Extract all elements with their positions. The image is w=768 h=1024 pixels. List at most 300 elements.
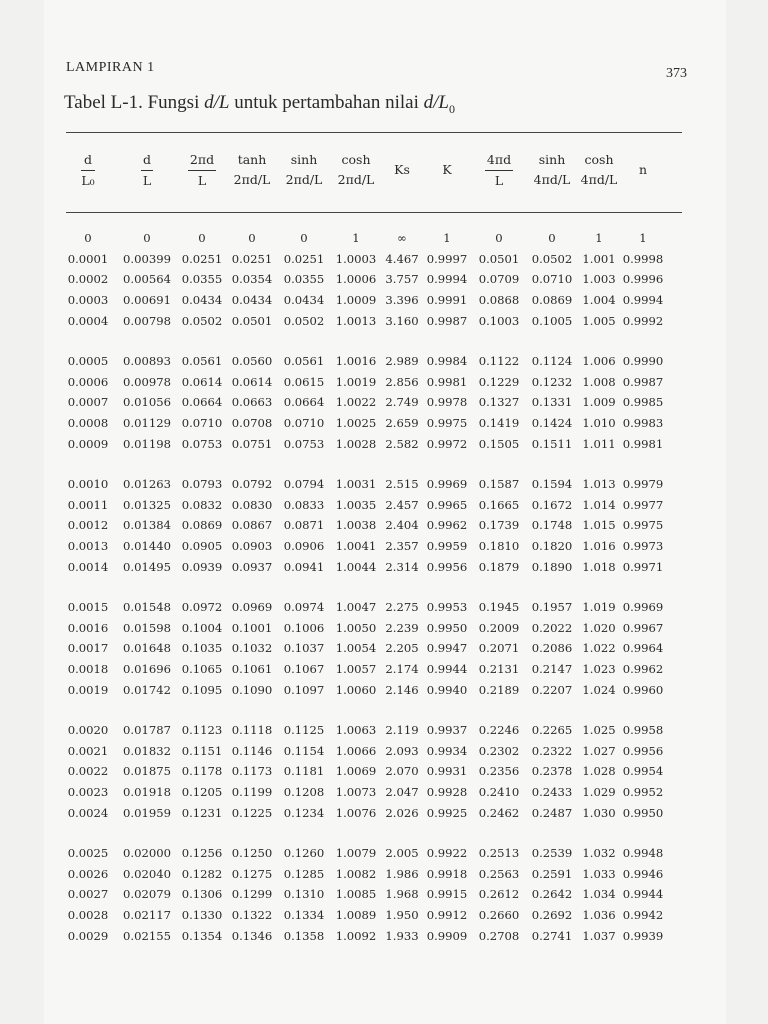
table-cell: 2.989 xyxy=(385,354,419,369)
table-cell: 0.1346 xyxy=(231,928,273,943)
table-cell: 0.1035 xyxy=(181,641,223,656)
table-cell: 0.0020 xyxy=(67,723,109,738)
table-cell: 0.1037 xyxy=(283,641,325,656)
table-cell: 0.00564 xyxy=(123,272,171,287)
table-cell: 0.0005 xyxy=(67,354,109,369)
table-cell: 0.9973 xyxy=(622,539,664,554)
table-cell: 0.9994 xyxy=(426,272,468,287)
table-cell: 0.9991 xyxy=(426,293,468,308)
table-cell: 1.001 xyxy=(582,251,616,266)
table-cell: 0.9946 xyxy=(622,866,664,881)
table-cell: 0.2246 xyxy=(478,723,520,738)
table-cell: 0.02155 xyxy=(123,928,171,943)
column-header xyxy=(60,150,116,191)
table-cell: 0.0434 xyxy=(181,293,223,308)
table-cell: 2.205 xyxy=(385,641,419,656)
table-cell: 1.030 xyxy=(582,805,616,820)
table-cell: 0.9984 xyxy=(426,354,468,369)
table-cell: 0.0937 xyxy=(231,559,273,574)
column-header xyxy=(578,150,620,190)
table-cell: 0.0434 xyxy=(231,293,273,308)
table-cell: 0.9969 xyxy=(622,600,664,615)
table-cell: 2.275 xyxy=(385,600,419,615)
table-cell: 0.0026 xyxy=(67,866,109,881)
table-cell: 0.1032 xyxy=(231,641,273,656)
table-cell: 0.0015 xyxy=(67,600,109,615)
column-header xyxy=(330,150,382,190)
table-cell: 1.0085 xyxy=(335,887,377,902)
table-cell: 0.1310 xyxy=(283,887,325,902)
table-cell: 1.0013 xyxy=(335,313,377,328)
table-cell: 0.0355 xyxy=(283,272,325,287)
table-cell: 0.2322 xyxy=(531,743,573,758)
table-cell: 0.1229 xyxy=(478,374,520,389)
table-cell: 0.1178 xyxy=(181,764,223,779)
table-cell: 2.659 xyxy=(385,416,419,431)
table-cell: 0.0001 xyxy=(67,251,109,266)
table-cell: 0.1061 xyxy=(231,661,273,676)
table-cell: 0.0869 xyxy=(531,293,573,308)
table-cell: 0.1322 xyxy=(231,907,273,922)
table-cell: 1.0009 xyxy=(335,293,377,308)
header-function: tanh xyxy=(237,152,267,167)
table-row xyxy=(60,659,666,680)
table-cell: 1.009 xyxy=(582,395,616,410)
column-header xyxy=(526,150,578,190)
table-cell: 1.0063 xyxy=(335,723,377,738)
table-cell: 0.2302 xyxy=(478,743,520,758)
top-rule xyxy=(66,132,682,133)
title-middle: untuk pertambahan nilai xyxy=(229,92,424,113)
table-cell: 0.1256 xyxy=(181,846,223,861)
table-cell: 0.0011 xyxy=(67,497,109,512)
table-cell: 0.1124 xyxy=(531,354,573,369)
table-cell: 0.9992 xyxy=(622,313,664,328)
table-cell: 0.9956 xyxy=(426,559,468,574)
header-denominator: L₀ xyxy=(81,173,95,188)
table-cell: 0.2642 xyxy=(531,887,573,902)
table-cell: 0.1511 xyxy=(531,436,573,451)
table-cell: 2.174 xyxy=(385,661,419,676)
table-cell: 1.037 xyxy=(582,928,616,943)
header-argument: 2πd/L xyxy=(337,172,375,187)
column-header: n xyxy=(638,162,648,177)
table-cell: 0.01959 xyxy=(123,805,171,820)
table-cell: 0.02000 xyxy=(123,846,171,861)
table-row xyxy=(60,782,666,803)
table-row xyxy=(60,761,666,782)
table-cell: 0.00978 xyxy=(123,374,171,389)
table-cell: 0.1957 xyxy=(531,600,573,615)
table-cell: 0.0502 xyxy=(181,313,223,328)
table-cell: 1.0035 xyxy=(335,497,377,512)
table-cell: 0.9981 xyxy=(622,436,664,451)
table-cell: 0.1331 xyxy=(531,395,573,410)
column-header: K xyxy=(442,162,452,177)
table-cell: 1.0041 xyxy=(335,539,377,554)
table-cell: 1.0079 xyxy=(335,846,377,861)
table-cell: 0 xyxy=(143,231,151,246)
table-row xyxy=(60,884,666,905)
table-row xyxy=(60,536,666,557)
table-cell: 0.01440 xyxy=(123,539,171,554)
table-cell: 0.9944 xyxy=(622,887,664,902)
table-cell: 1 xyxy=(639,231,647,246)
table-cell: 0.00691 xyxy=(123,293,171,308)
table-cell: 0.1199 xyxy=(231,784,273,799)
table-cell: 0.9915 xyxy=(426,887,468,902)
table-cell: 0.2692 xyxy=(531,907,573,922)
table-cell: 2.582 xyxy=(385,436,419,451)
table-cell: 4.467 xyxy=(385,251,419,266)
table-cell: 0.9928 xyxy=(426,784,468,799)
group-spacer xyxy=(60,331,666,351)
table-cell: 0.9912 xyxy=(426,907,468,922)
table-cell: 0.0028 xyxy=(67,907,109,922)
table-cell: 0.0830 xyxy=(231,497,273,512)
table-cell: 0.0832 xyxy=(181,497,223,512)
table-cell: 0.01129 xyxy=(123,416,171,431)
table-cell: 0.9965 xyxy=(426,497,468,512)
table-cell: 0.0664 xyxy=(283,395,325,410)
table-cell: 0.0251 xyxy=(181,251,223,266)
table-cell: 0.9987 xyxy=(426,313,468,328)
table-cell: 0.1003 xyxy=(478,313,520,328)
table-row xyxy=(60,740,666,761)
table-cell: 0.0013 xyxy=(67,539,109,554)
table-cell: 1.0025 xyxy=(335,416,377,431)
table-cell: 0.2591 xyxy=(531,866,573,881)
table-cell: 0.01875 xyxy=(123,764,171,779)
table-cell: 0.1151 xyxy=(181,743,223,758)
table-cell: 0.1505 xyxy=(478,436,520,451)
table-cell: 0.0251 xyxy=(231,251,273,266)
table-row xyxy=(60,249,666,270)
table-cell: 0.1306 xyxy=(181,887,223,902)
table-cell: 0.0869 xyxy=(181,518,223,533)
table-cell: 1.0006 xyxy=(335,272,377,287)
table-cell: ∞ xyxy=(397,231,407,246)
table-cell: 0.1334 xyxy=(283,907,325,922)
section-header: LAMPIRAN 1 xyxy=(66,60,155,75)
table-cell: 1.0089 xyxy=(335,907,377,922)
table-cell: 0.2022 xyxy=(531,620,573,635)
table-cell: 0.01263 xyxy=(123,477,171,492)
table-cell: 0.1125 xyxy=(283,723,325,738)
table-cell: 1.036 xyxy=(582,907,616,922)
table-cell: 0.00399 xyxy=(123,251,171,266)
table-cell: 1.014 xyxy=(582,497,616,512)
column-header xyxy=(178,150,226,191)
table-cell: 0.1282 xyxy=(181,866,223,881)
table-cell: 0.0018 xyxy=(67,661,109,676)
table-cell: 0.0501 xyxy=(231,313,273,328)
table-cell: 0.9918 xyxy=(426,866,468,881)
table-cell: 0.1879 xyxy=(478,559,520,574)
table-cell: 1.033 xyxy=(582,866,616,881)
group-spacer xyxy=(60,577,666,597)
table-cell: 0.1005 xyxy=(531,313,573,328)
table-cell: 0.0793 xyxy=(181,477,223,492)
table-cell: 0.1327 xyxy=(478,395,520,410)
title-expr: d/L xyxy=(204,92,230,113)
table-cell: 0.1122 xyxy=(478,354,520,369)
table-cell: 0.2071 xyxy=(478,641,520,656)
table-cell: 0.2009 xyxy=(478,620,520,635)
table-cell: 1.013 xyxy=(582,477,616,492)
table-cell: 0.01198 xyxy=(123,436,171,451)
table-row xyxy=(60,351,666,372)
table-cell: 0.0502 xyxy=(283,313,325,328)
table-cell: 3.160 xyxy=(385,313,419,328)
table-cell: 2.070 xyxy=(385,764,419,779)
table-cell: 0.2410 xyxy=(478,784,520,799)
table-row xyxy=(60,638,666,659)
table-cell: 0.2207 xyxy=(531,682,573,697)
table-cell: 0.02117 xyxy=(123,907,171,922)
table-cell: 0.2487 xyxy=(531,805,573,820)
table-cell: 0 xyxy=(548,231,556,246)
table-cell: 0.1250 xyxy=(231,846,273,861)
table-cell: 0.1810 xyxy=(478,539,520,554)
table-cell: 0.0972 xyxy=(181,600,223,615)
table-cell: 0.0355 xyxy=(181,272,223,287)
table-cell: 1.0092 xyxy=(335,928,377,943)
table-cell: 2.457 xyxy=(385,497,419,512)
table-cell: 0.9964 xyxy=(622,641,664,656)
table-cell: 0.1231 xyxy=(181,805,223,820)
table-cell: 0.2265 xyxy=(531,723,573,738)
table-cell: 0.0025 xyxy=(67,846,109,861)
header-numerator: d xyxy=(141,150,153,171)
header-denominator: L xyxy=(494,173,504,188)
table-cell: 0.1748 xyxy=(531,518,573,533)
page-number: 373 xyxy=(666,66,687,81)
table-cell: 0.1090 xyxy=(231,682,273,697)
header-function: sinh xyxy=(538,152,566,167)
table-cell: 0.9983 xyxy=(622,416,664,431)
table-cell: 0.0867 xyxy=(231,518,273,533)
group-spacer xyxy=(60,454,666,474)
table-cell: 1.0082 xyxy=(335,866,377,881)
table-cell: 0.9956 xyxy=(622,743,664,758)
table-cell: 0.2660 xyxy=(478,907,520,922)
table-cell: 1.032 xyxy=(582,846,616,861)
table-cell: 0.9985 xyxy=(622,395,664,410)
header-argument: 4πd/L xyxy=(533,172,571,187)
table-cell: 0.0008 xyxy=(67,416,109,431)
table-cell: 2.026 xyxy=(385,805,419,820)
table-cell: 0.0354 xyxy=(231,272,273,287)
table-cell: 0.1739 xyxy=(478,518,520,533)
table-cell: 0.0561 xyxy=(283,354,325,369)
table-row xyxy=(60,843,666,864)
table-row xyxy=(60,228,666,249)
table-cell: 0.0939 xyxy=(181,559,223,574)
header-numerator: 2πd xyxy=(188,150,216,171)
table-cell: 0.1065 xyxy=(181,661,223,676)
table-cell: 0.2539 xyxy=(531,846,573,861)
table-cell: 1.0047 xyxy=(335,600,377,615)
table-cell: 2.005 xyxy=(385,846,419,861)
table-cell: 1.0038 xyxy=(335,518,377,533)
table-cell: 1.0003 xyxy=(335,251,377,266)
table-cell: 0.02079 xyxy=(123,887,171,902)
table-cell: 0.01832 xyxy=(123,743,171,758)
table-cell: 0.2147 xyxy=(531,661,573,676)
table-row xyxy=(60,679,666,700)
table-cell: 0.9948 xyxy=(622,846,664,861)
header-function: cosh xyxy=(341,152,371,167)
table-row xyxy=(60,515,666,536)
table-cell: 2.515 xyxy=(385,477,419,492)
table-cell: 0.01742 xyxy=(123,682,171,697)
table-row xyxy=(60,392,666,413)
table-cell: 0.9959 xyxy=(426,539,468,554)
table-cell: 0.9962 xyxy=(426,518,468,533)
table-cell: 0.1665 xyxy=(478,497,520,512)
table-cell: 0.9947 xyxy=(426,641,468,656)
table-cell: 0 xyxy=(198,231,206,246)
table-cell: 1.0069 xyxy=(335,764,377,779)
table-cell: 0.1945 xyxy=(478,600,520,615)
table-cell: 0.0969 xyxy=(231,600,273,615)
table-cell: 0.01648 xyxy=(123,641,171,656)
table-cell: 1.0066 xyxy=(335,743,377,758)
table-cell: 1.029 xyxy=(582,784,616,799)
header-denominator: L xyxy=(142,173,152,188)
table-cell: 0.0006 xyxy=(67,374,109,389)
table-title xyxy=(64,92,455,117)
table-cell: 0.1208 xyxy=(283,784,325,799)
table-cell: 0.0615 xyxy=(283,374,325,389)
table-cell: 0.1285 xyxy=(283,866,325,881)
table-cell: 0.0022 xyxy=(67,764,109,779)
table-cell: 1 xyxy=(595,231,603,246)
table-row xyxy=(60,372,666,393)
table-cell: 1.0060 xyxy=(335,682,377,697)
table-cell: 2.119 xyxy=(385,723,419,738)
table-row xyxy=(60,905,666,926)
table-cell: 0.1330 xyxy=(181,907,223,922)
table-cell: 0.1097 xyxy=(283,682,325,697)
table-cell: 0.9952 xyxy=(622,784,664,799)
table-cell: 0.2513 xyxy=(478,846,520,861)
header-denominator: L xyxy=(197,173,207,188)
table-cell: 0.2741 xyxy=(531,928,573,943)
header-numerator: 4πd xyxy=(485,150,513,171)
table-cell: 0.9971 xyxy=(622,559,664,574)
table-cell: 0 xyxy=(248,231,256,246)
table-cell: 0.1173 xyxy=(231,764,273,779)
table-cell: 1.004 xyxy=(582,293,616,308)
table-cell: 0.1006 xyxy=(283,620,325,635)
table-cell: 0.9950 xyxy=(426,620,468,635)
table-cell: 2.146 xyxy=(385,682,419,697)
table-cell: 0.1275 xyxy=(231,866,273,881)
table-cell: 0.1146 xyxy=(231,743,273,758)
table-cell: 0.1424 xyxy=(531,416,573,431)
table-cell: 0.0251 xyxy=(283,251,325,266)
table-cell: 2.047 xyxy=(385,784,419,799)
table-cell: 1.008 xyxy=(582,374,616,389)
table-cell: 0.1587 xyxy=(478,477,520,492)
table-cell: 0.0560 xyxy=(231,354,273,369)
table-cell: 1.011 xyxy=(582,436,616,451)
table-cell: 1.005 xyxy=(582,313,616,328)
table-cell: 0.0016 xyxy=(67,620,109,635)
table-cell: 0.0017 xyxy=(67,641,109,656)
table-row xyxy=(60,290,666,311)
table-cell: 0.9937 xyxy=(426,723,468,738)
table-cell: 0.0502 xyxy=(531,251,573,266)
group-spacer xyxy=(60,700,666,720)
table-cell: 0.9944 xyxy=(426,661,468,676)
table-cell: 1.0044 xyxy=(335,559,377,574)
table-row xyxy=(60,433,666,454)
table-cell: 0.01384 xyxy=(123,518,171,533)
table-cell: 0.1225 xyxy=(231,805,273,820)
table-cell: 1.0057 xyxy=(335,661,377,676)
table-cell: 1.003 xyxy=(582,272,616,287)
table-cell: 0.1358 xyxy=(283,928,325,943)
table-cell: 3.396 xyxy=(385,293,419,308)
table-cell: 1 xyxy=(443,231,451,246)
header-function: sinh xyxy=(290,152,318,167)
table-cell: 2.749 xyxy=(385,395,419,410)
table-cell: 0.0871 xyxy=(283,518,325,533)
table-cell: 1.0016 xyxy=(335,354,377,369)
table-cell: 0.01056 xyxy=(123,395,171,410)
table-cell: 0.2189 xyxy=(478,682,520,697)
table-cell: 0.9975 xyxy=(622,518,664,533)
table-cell: 0.0007 xyxy=(67,395,109,410)
table-cell: 0.0019 xyxy=(67,682,109,697)
table-cell: 0.1260 xyxy=(283,846,325,861)
table-cell: 1.933 xyxy=(385,928,419,943)
table-cell: 0.9987 xyxy=(622,374,664,389)
table-cell: 0.1205 xyxy=(181,784,223,799)
table-cell: 1.019 xyxy=(582,600,616,615)
table-cell: 0.0003 xyxy=(67,293,109,308)
table-cell: 0.1181 xyxy=(283,764,325,779)
table-cell: 1.986 xyxy=(385,866,419,881)
table-cell: 0.1123 xyxy=(181,723,223,738)
table-cell: 0.9958 xyxy=(622,723,664,738)
table-cell: 0.9967 xyxy=(622,620,664,635)
table-cell: 0.9994 xyxy=(622,293,664,308)
table-cell: 0.1594 xyxy=(531,477,573,492)
table-row xyxy=(60,269,666,290)
table-cell: 0.0753 xyxy=(181,436,223,451)
table-cell: 1.025 xyxy=(582,723,616,738)
table-cell: 1.020 xyxy=(582,620,616,635)
table-row xyxy=(60,474,666,495)
table-cell: 0.0941 xyxy=(283,559,325,574)
table-cell: 0.00893 xyxy=(123,354,171,369)
table-cell: 0.9990 xyxy=(622,354,664,369)
table-cell: 1.950 xyxy=(385,907,419,922)
table-cell: 0.0024 xyxy=(67,805,109,820)
table-cell: 0.01548 xyxy=(123,600,171,615)
title-expr2: d/L xyxy=(423,92,449,113)
table-cell: 0.0010 xyxy=(67,477,109,492)
column-header xyxy=(472,150,526,191)
table-cell: 1.0022 xyxy=(335,395,377,410)
table-cell: 0.1820 xyxy=(531,539,573,554)
table-cell: 0.01918 xyxy=(123,784,171,799)
table-cell: 0.0029 xyxy=(67,928,109,943)
